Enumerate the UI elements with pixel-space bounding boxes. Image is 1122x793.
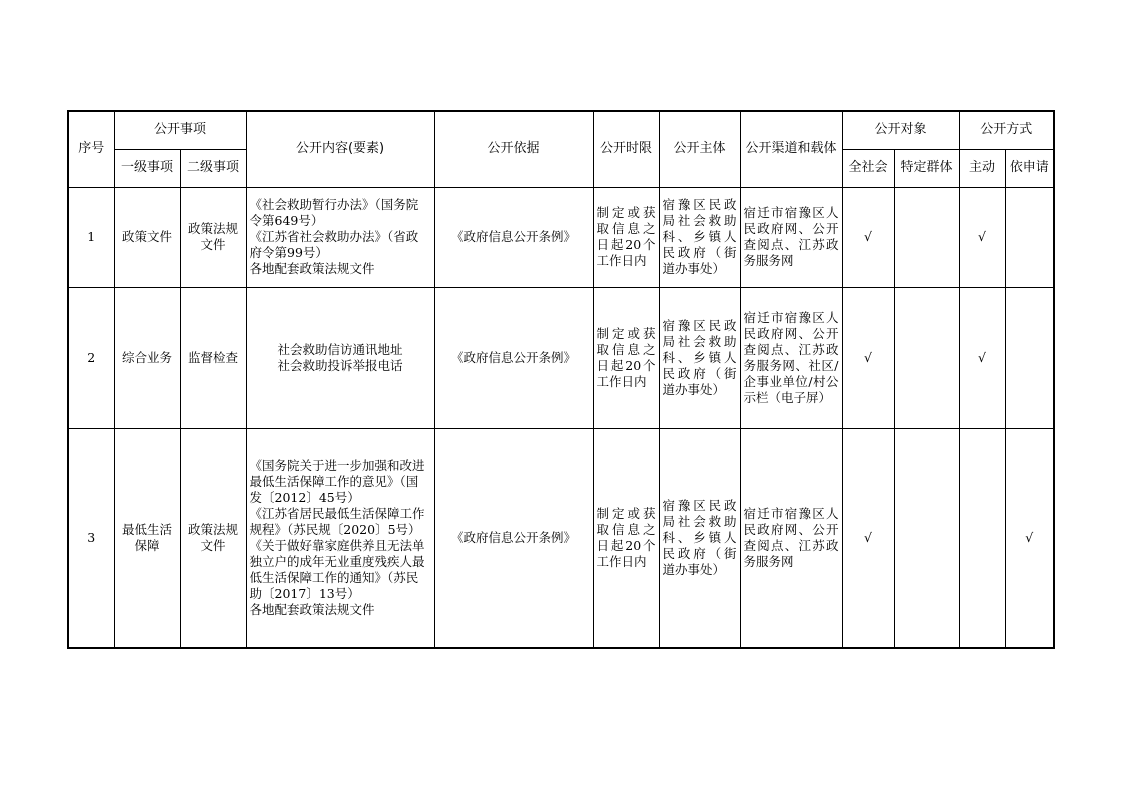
row-level2: 政策法规文件 — [180, 428, 246, 648]
row-on-request — [1005, 187, 1054, 287]
header-all-society: 全社会 — [842, 149, 894, 187]
header-basis: 公开依据 — [434, 111, 593, 187]
row-on-request — [1005, 287, 1054, 428]
row-active — [959, 428, 1005, 648]
content-line: 《江苏省居民最低生活保障工作规程》（苏民规〔2020〕5号） — [249, 505, 425, 537]
row-content — [246, 187, 434, 287]
content-line: 社会救助投诉举报电话 — [277, 357, 403, 373]
row-subject: 宿豫区民政局社会救助科、乡镇人民政府（街道办事处） — [659, 187, 740, 287]
header-target: 公开对象 — [842, 111, 959, 149]
row-level2: 政策法规文件 — [180, 187, 246, 287]
row-subject: 宿豫区民政局社会救助科、乡镇人民政府（街道办事处） — [659, 428, 740, 648]
row-specific-group — [894, 187, 959, 287]
row-all-society: √ — [842, 428, 894, 648]
row-timelimit: 制定或获取信息之日起20个工作日内 — [593, 428, 659, 648]
row-channel: 宿迁市宿豫区人民政府网、公开查阅点、江苏政务服务网 — [740, 187, 842, 287]
row-content — [246, 428, 434, 648]
table-row — [68, 287, 1054, 428]
row-level2: 监督检查 — [180, 287, 246, 428]
row-content — [246, 287, 434, 428]
row-basis: 《政府信息公开条例》 — [434, 287, 593, 428]
header-method: 公开方式 — [959, 111, 1054, 149]
disclosure-table — [67, 110, 1055, 649]
content-line: 各地配套政策法规文件 — [249, 601, 375, 617]
content-line: 《社会救助暂行办法》（国务院令第649号） — [249, 197, 419, 228]
row-subject: 宿豫区民政局社会救助科、乡镇人民政府（街道办事处） — [659, 287, 740, 428]
header-level2: 二级事项 — [180, 149, 246, 187]
header-items: 公开事项 — [114, 111, 246, 149]
row-all-society: √ — [842, 187, 894, 287]
header-subject: 公开主体 — [659, 111, 740, 187]
row-specific-group — [894, 287, 959, 428]
row-level1: 综合业务 — [114, 287, 180, 428]
row-channel: 宿迁市宿豫区人民政府网、公开查阅点、江苏政务服务网 — [740, 428, 842, 648]
row-basis: 《政府信息公开条例》 — [434, 187, 593, 287]
content-line: 社会救助信访通讯地址 — [277, 341, 403, 357]
header-row-1 — [68, 111, 1054, 149]
row-seq: 2 — [68, 287, 114, 428]
header-seq: 序号 — [68, 111, 114, 187]
row-seq: 1 — [68, 187, 114, 287]
header-content: 公开内容(要素) — [246, 111, 434, 187]
header-active: 主动 — [959, 149, 1005, 187]
header-channel: 公开渠道和载体 — [740, 111, 842, 187]
content-line: 《江苏省社会救助办法》（省政府令第99号） — [249, 229, 419, 260]
row-basis: 《政府信息公开条例》 — [434, 428, 593, 648]
table-row — [68, 187, 1054, 287]
row-channel: 宿迁市宿豫区人民政府网、公开查阅点、江苏政务服务网、社区/企事业单位/村公示栏（电子屏） — [740, 287, 842, 428]
row-active: √ — [959, 287, 1005, 428]
header-on-request: 依申请 — [1005, 149, 1054, 187]
content-line: 《关于做好靠家庭供养且无法单独立户的成年无业重度残疾人最低生活保障工作的通知》（苏民助〔2017〕13号） — [249, 537, 425, 601]
row-timelimit: 制定或获取信息之日起20个工作日内 — [593, 287, 659, 428]
row-timelimit: 制定或获取信息之日起20个工作日内 — [593, 187, 659, 287]
row-seq: 3 — [68, 428, 114, 648]
content-line: 《国务院关于进一步加强和改进最低生活保障工作的意见》（国发〔2012〕45号） — [249, 457, 425, 505]
row-on-request: √ — [1005, 428, 1054, 648]
row-all-society: √ — [842, 287, 894, 428]
row-active: √ — [959, 187, 1005, 287]
header-timelimit: 公开时限 — [593, 111, 659, 187]
table-row — [68, 428, 1054, 648]
row-level1: 最低生活保障 — [114, 428, 180, 648]
header-level1: 一级事项 — [114, 149, 180, 187]
row-level1: 政策文件 — [114, 187, 180, 287]
header-specific-group: 特定群体 — [894, 149, 959, 187]
row-specific-group — [894, 428, 959, 648]
content-line: 各地配套政策法规文件 — [249, 261, 375, 276]
